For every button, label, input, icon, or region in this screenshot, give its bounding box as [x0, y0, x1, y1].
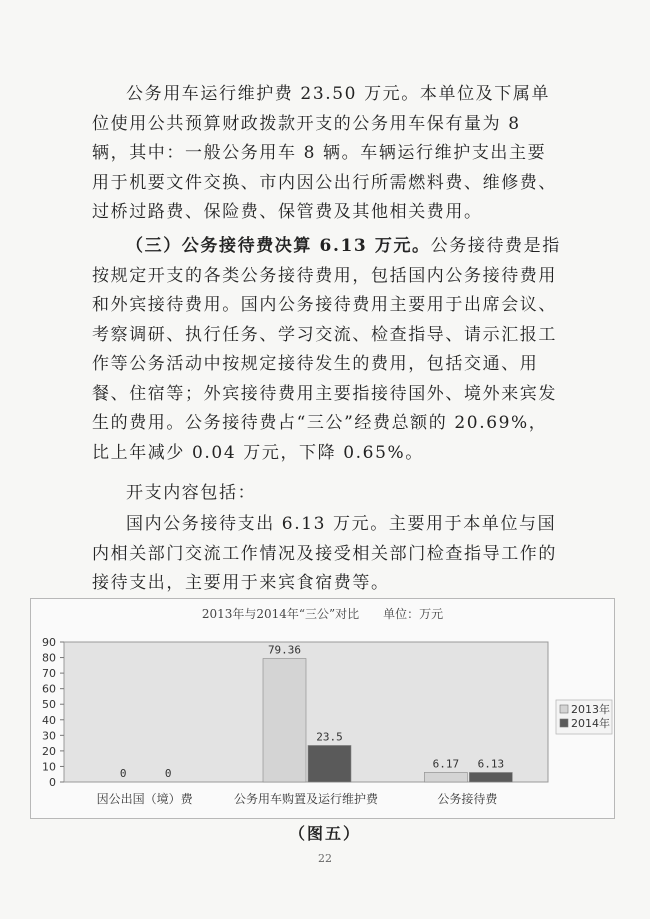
x-category-label: 公务用车购置及运行维护费 [233, 792, 379, 806]
data-label: 0 [164, 767, 172, 780]
paragraph-domestic-reception [92, 510, 562, 599]
y-tick-label: 90 [42, 636, 56, 649]
data-label: 23.5 [316, 730, 343, 744]
data-label: 6.13 [477, 757, 505, 771]
paragraph-vehicle-maintenance [92, 80, 562, 228]
paragraph-text: 国内公务接待支出 6.13 万元。主要用于本单位与国内相关部门交流工作情况及接受相关部门检查指导工作的接待支出，主要用于来宾食宿费等。 [92, 514, 557, 593]
x-category-label: 因公出国（境）费 [96, 792, 193, 806]
data-label: 0 [119, 767, 127, 780]
bar [424, 772, 467, 782]
y-tick-label: 80 [42, 651, 56, 665]
paragraph-expense-contents [92, 479, 562, 509]
figure-caption: （图五） [288, 824, 361, 843]
y-tick-label: 20 [42, 744, 56, 758]
y-tick-label: 0 [49, 776, 56, 789]
section-heading: （三）公务接待费决算 6.13 万元。 [126, 236, 431, 256]
y-tick-label: 50 [42, 698, 56, 712]
chart-canvas [31, 599, 614, 818]
bar [308, 745, 351, 782]
legend-label: 2014年 [571, 717, 610, 730]
data-label: 6.17 [432, 757, 460, 771]
legend-swatch [560, 719, 568, 727]
legend-swatch [560, 705, 568, 713]
x-category-label: 公务接待费 [437, 792, 498, 806]
data-label: 79.36 [267, 643, 302, 657]
comparison-chart [30, 598, 615, 819]
y-tick-label: 60 [42, 682, 56, 696]
y-tick-label: 70 [42, 667, 56, 681]
page-number: 22 [318, 852, 332, 865]
y-tick-label: 10 [42, 760, 56, 774]
legend-label: 2013年 [571, 703, 610, 716]
bar [469, 772, 512, 782]
bar [263, 659, 306, 782]
paragraph-text: 公务接待费是指按规定开支的各类公务接待费用，包括国内公务接待费用和外宾接待费用。国内公务接待费用主要用于出席会议、考察调研、执行任务、学习交流、检查指导、请示汇报工作等公务活动中按规定接待发生的费用，包括交通、用餐、住宿等；外宾接待费用主要指接待国外、境外来宾发生的费用。公务接待费占“三公”经费总额的 20.69%，比上年减少 0.04 万元，下降 0.65%。 [92, 236, 561, 463]
paragraph-text: 公务用车运行维护费 23.50 万元。本单位及下属单位使用公共预算财政拨款开支的公务用车保有量为 8 辆，其中：一般公务用车 8 辆。车辆运行维护支出主要用于机要文件交换、市内因公出行所需燃料费、维修费、过桥过路费、保险费、保管费及其他相关费用。 [92, 84, 557, 222]
chart-title: 2013年与2014年“三公”对比 单位：万元 [201, 607, 444, 621]
y-tick-label: 30 [42, 729, 56, 743]
paragraph-reception-expense [92, 232, 562, 468]
y-tick-label: 40 [42, 713, 56, 727]
paragraph-text: 开支内容包括： [126, 483, 257, 503]
